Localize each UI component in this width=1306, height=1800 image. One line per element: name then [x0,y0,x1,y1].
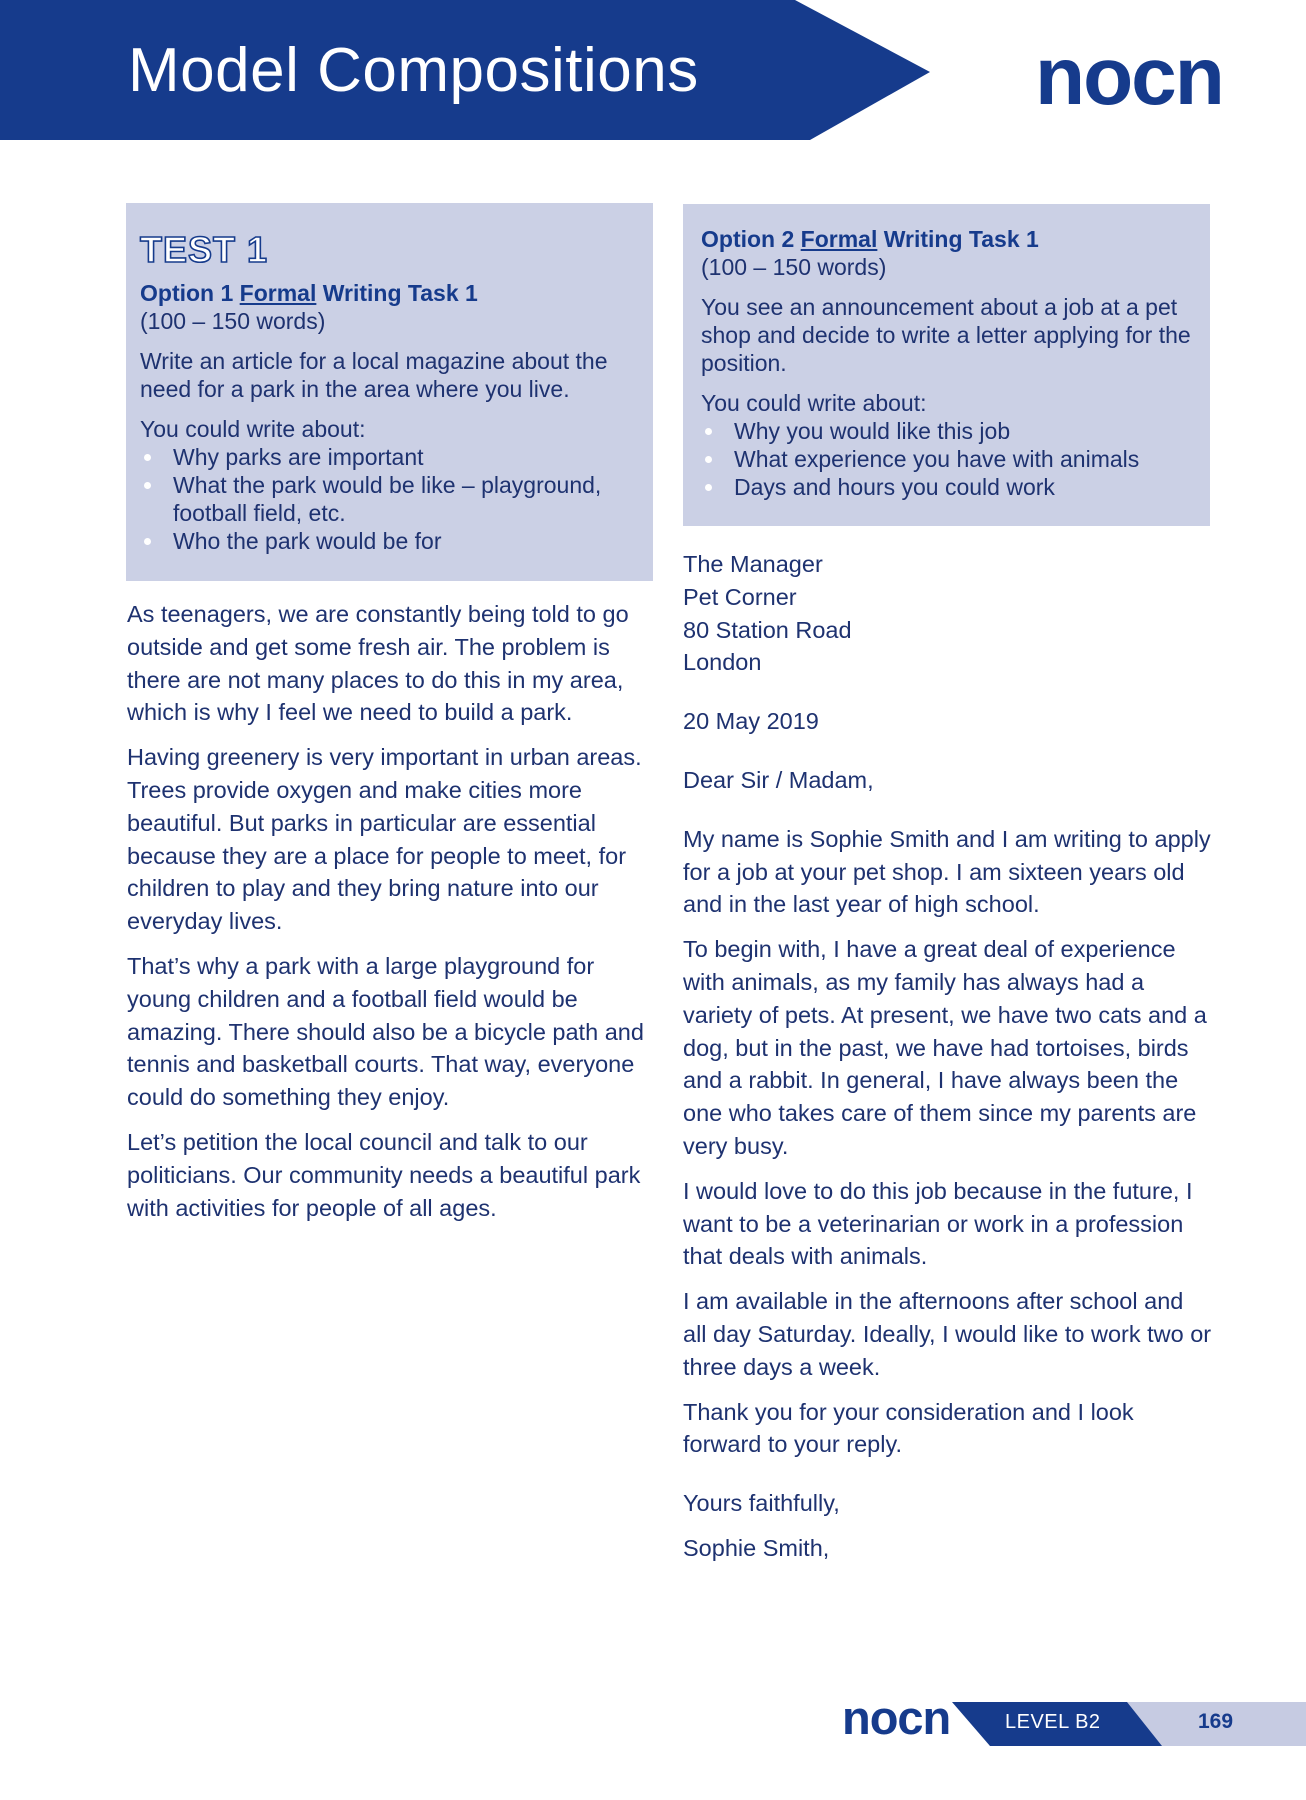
address-line: The Manager [683,551,823,577]
letter-date: 20 May 2019 [683,708,819,735]
model-letter [683,548,1213,1577]
level-label: LEVEL B2 [1005,1711,1101,1733]
option-2-prompt: You could write about: [701,390,927,416]
letter-paragraph: Thank you for your consideration and I look forward to your reply. [683,1398,1134,1458]
option-1-word-count: (100 – 150 words) [140,308,326,334]
list-item: Why parks are important [140,443,639,471]
task-2-box [683,204,1210,526]
list-item: What experience you have with animals [701,445,1192,473]
letter-signature: Sophie Smith, [683,1534,830,1561]
article-paragraph: That’s why a park with a large playground for young children and a football field would be amazing. There should also be a bicycle path and tennis and basketball courts. That way, everyone could do something they enjoy. [127,952,644,1111]
list-item: Days and hours you could work [701,473,1192,501]
list-item: What the park would be like – playground, football field, etc. [140,471,639,527]
option-2-title [701,225,1192,253]
option-2-formal: Formal [800,226,878,252]
list-item: Who the park would be for [140,527,639,555]
option-1-suffix: Writing Task 1 [322,280,478,306]
letter-closing: Yours faithfully, [683,1490,840,1517]
footer-nocn-logo: nocn [842,1691,951,1744]
article-paragraph: As teenagers, we are constantly being told to go outside and get some fresh air. The problem is there are not many places to do this in my area, which is why I feel we need to build a park. [127,601,629,726]
option-2-bullet-list [701,417,1192,501]
option-2-suffix: Writing Task 1 [883,226,1039,252]
model-article [127,598,657,1236]
option-1-formal: Formal [239,280,317,306]
page-title: Model Compositions [128,36,699,105]
page-number: 169 [1198,1710,1234,1733]
article-paragraph: Let’s petition the local council and talk to our politicians. Our community needs a beautiful park with activities for people of all ages. [127,1128,641,1221]
option-1-prefix: Option 1 [140,280,234,306]
option-1-title [140,279,639,307]
address-line: 80 Station Road [683,616,852,643]
letter-paragraph: To begin with, I have a great deal of experience with animals, as my family has always had a variety of pets. At present, we have two cats and a dog, but in the past, we have had tortoises, birds and a rabbit. In general, I have always been the one who takes care of them since my parents are very busy. [683,936,1207,1159]
option-1-instruction: Write an article for a local magazine about the need for a park in the area where you live. [140,348,608,402]
letter-salutation: Dear Sir / Madam, [683,766,874,793]
article-paragraph: Having greenery is very important in urban areas. Trees provide oxygen and make cities more beautiful. But parks in particular are essential because they are a place for people to meet, for children to play and they bring nature into our everyday lives. [127,744,642,935]
option-1-bullet-list [140,443,639,555]
nocn-logo: nocn [1035,31,1223,122]
letter-paragraph: I am available in the afternoons after school and all day Saturday. Ideally, I would like to work two or three days a week. [683,1288,1212,1380]
test-label: TEST 1 [140,229,269,270]
letter-paragraph: I would love to do this job because in the future, I want to be a veterinarian or work in a profession that deals with animals. [683,1177,1193,1270]
option-2-prefix: Option 2 [701,226,795,252]
task-1-box [126,203,653,581]
address-line: London [683,649,762,676]
letter-address [683,548,1213,679]
address-line: Pet Corner [683,583,797,610]
option-2-instruction: You see an announcement about a job at a pet shop and decide to write a letter applying for the position. [701,294,1191,376]
letter-paragraph: My name is Sophie Smith and I am writing to apply for a job at your pet shop. I am sixteen years old and in the last year of high school. [683,825,1211,918]
option-2-word-count: (100 – 150 words) [701,254,887,280]
option-1-prompt: You could write about: [140,416,366,442]
list-item: Why you would like this job [701,417,1192,445]
